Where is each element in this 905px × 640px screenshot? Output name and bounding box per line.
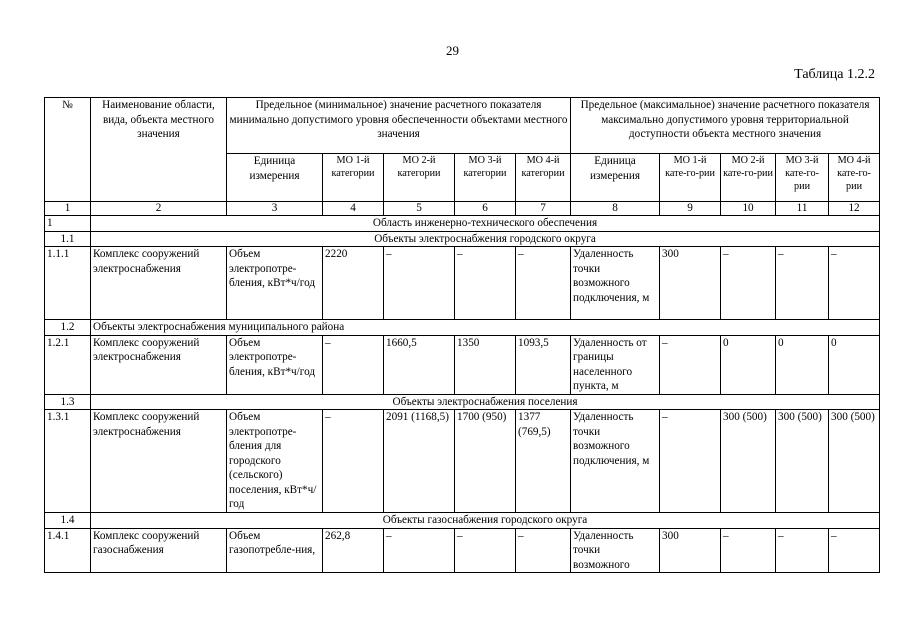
section-number: 1.3 bbox=[45, 394, 91, 410]
min-mo1-value: – bbox=[323, 335, 384, 394]
header-max-mo3: МО 3-й кате-го-рии bbox=[776, 154, 829, 202]
max-mo2-value: – bbox=[721, 528, 776, 573]
min-mo4-value: 1093,5 bbox=[516, 335, 571, 394]
min-mo2-value: 1660,5 bbox=[384, 335, 455, 394]
section-number: 1.4 bbox=[45, 513, 91, 529]
header-max-mo1: МО 1-й кате-го-рии bbox=[660, 154, 721, 202]
row-number: 1.1.1 bbox=[45, 247, 91, 320]
col-number: 10 bbox=[721, 202, 776, 216]
col-number: 5 bbox=[384, 202, 455, 216]
col-number: 3 bbox=[227, 202, 323, 216]
max-unit: Удаленность точки возможного bbox=[571, 528, 660, 573]
min-mo4-value: – bbox=[516, 247, 571, 320]
table-row bbox=[45, 410, 880, 513]
max-mo3-value: 0 bbox=[776, 335, 829, 394]
header-col-name: Наименование области, вида, объекта местного значения bbox=[91, 98, 227, 202]
header-max-group: Предельное (максимальное) значение расчетного показателя максимально допустимого уровня территориальной доступности объекта местного значения bbox=[571, 98, 880, 154]
header-min-group: Предельное (минимальное) значение расчетного показателя минимально допустимого уровня обеспеченности объектами местного значения bbox=[227, 98, 571, 154]
max-mo1-value: – bbox=[660, 410, 721, 513]
col-number: 6 bbox=[455, 202, 516, 216]
max-mo1-value: 300 bbox=[660, 528, 721, 573]
max-unit: Удаленность точки возможного подключения, м bbox=[571, 410, 660, 513]
max-unit: Удаленность от границы населенного пункта, м bbox=[571, 335, 660, 394]
min-mo1-value: 262,8 bbox=[323, 528, 384, 573]
col-number: 7 bbox=[516, 202, 571, 216]
row-number: 1.2.1 bbox=[45, 335, 91, 394]
section-row bbox=[45, 231, 880, 247]
page-number: 29 bbox=[446, 43, 459, 58]
section-row bbox=[45, 320, 880, 336]
table-row bbox=[45, 335, 880, 394]
max-unit: Удаленность точки возможного подключения, м bbox=[571, 247, 660, 320]
header-row-1 bbox=[45, 98, 880, 154]
col-number: 1 bbox=[45, 202, 91, 216]
header-max-unit: Единица измерения bbox=[571, 154, 660, 202]
object-name: Комплекс сооружений электроснабжения bbox=[91, 247, 227, 320]
max-mo3-value: – bbox=[776, 247, 829, 320]
min-mo3-value: – bbox=[455, 247, 516, 320]
header-max-mo4: МО 4-й кате-го-рии bbox=[829, 154, 880, 202]
max-mo4-value: – bbox=[829, 528, 880, 573]
object-name: Комплекс сооружений газоснабжения bbox=[91, 528, 227, 573]
header-col-num: № bbox=[45, 98, 91, 202]
min-mo4-value: – bbox=[516, 528, 571, 573]
header-min-mo4: МО 4-й категории bbox=[516, 154, 571, 202]
max-mo4-value: 0 bbox=[829, 335, 880, 394]
col-number: 12 bbox=[829, 202, 880, 216]
section-number: 1.2 bbox=[45, 320, 91, 336]
header-min-mo2: МО 2-й категории bbox=[384, 154, 455, 202]
max-mo4-value: – bbox=[829, 247, 880, 320]
min-mo3-value: 1350 bbox=[455, 335, 516, 394]
header-min-mo1: МО 1-й категории bbox=[323, 154, 384, 202]
min-mo2-value: – bbox=[384, 247, 455, 320]
section-row bbox=[45, 216, 880, 232]
min-mo1-value: – bbox=[323, 410, 384, 513]
requirements-table bbox=[44, 97, 880, 573]
col-number: 4 bbox=[323, 202, 384, 216]
object-name: Комплекс сооружений электроснабжения bbox=[91, 410, 227, 513]
min-mo3-value: 1700 (950) bbox=[455, 410, 516, 513]
max-mo2-value: – bbox=[721, 247, 776, 320]
row-number: 1.4.1 bbox=[45, 528, 91, 573]
min-mo1-value: 2220 bbox=[323, 247, 384, 320]
min-unit: Объем электропотре-бления, кВт*ч/год bbox=[227, 247, 323, 320]
table-row bbox=[45, 247, 880, 320]
min-mo2-value: 2091 (1168,5) bbox=[384, 410, 455, 513]
section-number: 1 bbox=[45, 216, 91, 232]
object-name: Комплекс сооружений электроснабжения bbox=[91, 335, 227, 394]
section-title: Объекты электроснабжения муниципального района bbox=[91, 320, 880, 336]
column-numbers-row bbox=[45, 202, 880, 216]
section-row bbox=[45, 394, 880, 410]
max-mo2-value: 300 (500) bbox=[721, 410, 776, 513]
max-mo1-value: 300 bbox=[660, 247, 721, 320]
max-mo2-value: 0 bbox=[721, 335, 776, 394]
section-title: Область инженерно-технического обеспечения bbox=[91, 216, 880, 232]
header-min-mo3: МО 3-й категории bbox=[455, 154, 516, 202]
header-min-unit: Единица измерения bbox=[227, 154, 323, 202]
section-title: Объекты электроснабжения городского округа bbox=[91, 231, 880, 247]
header-max-mo2: МО 2-й кате-го-рии bbox=[721, 154, 776, 202]
min-mo2-value: – bbox=[384, 528, 455, 573]
table-row bbox=[45, 528, 880, 573]
max-mo4-value: 300 (500) bbox=[829, 410, 880, 513]
max-mo3-value: 300 (500) bbox=[776, 410, 829, 513]
max-mo3-value: – bbox=[776, 528, 829, 573]
col-number: 8 bbox=[571, 202, 660, 216]
section-row bbox=[45, 513, 880, 529]
min-mo3-value: – bbox=[455, 528, 516, 573]
col-number: 2 bbox=[91, 202, 227, 216]
max-mo1-value: – bbox=[660, 335, 721, 394]
section-number: 1.1 bbox=[45, 231, 91, 247]
min-unit: Объем газопотребле-ния, bbox=[227, 528, 323, 573]
min-unit: Объем электропотре-бления для городского (сельского) поселения, кВт*ч/год bbox=[227, 410, 323, 513]
row-number: 1.3.1 bbox=[45, 410, 91, 513]
table-label: Таблица 1.2.2 bbox=[794, 67, 875, 82]
col-number: 9 bbox=[660, 202, 721, 216]
min-mo4-value: 1377 (769,5) bbox=[516, 410, 571, 513]
section-title: Объекты газоснабжения городского округа bbox=[91, 513, 880, 529]
min-unit: Объем электропотре-бления, кВт*ч/год bbox=[227, 335, 323, 394]
col-number: 11 bbox=[776, 202, 829, 216]
section-title: Объекты электроснабжения поселения bbox=[91, 394, 880, 410]
